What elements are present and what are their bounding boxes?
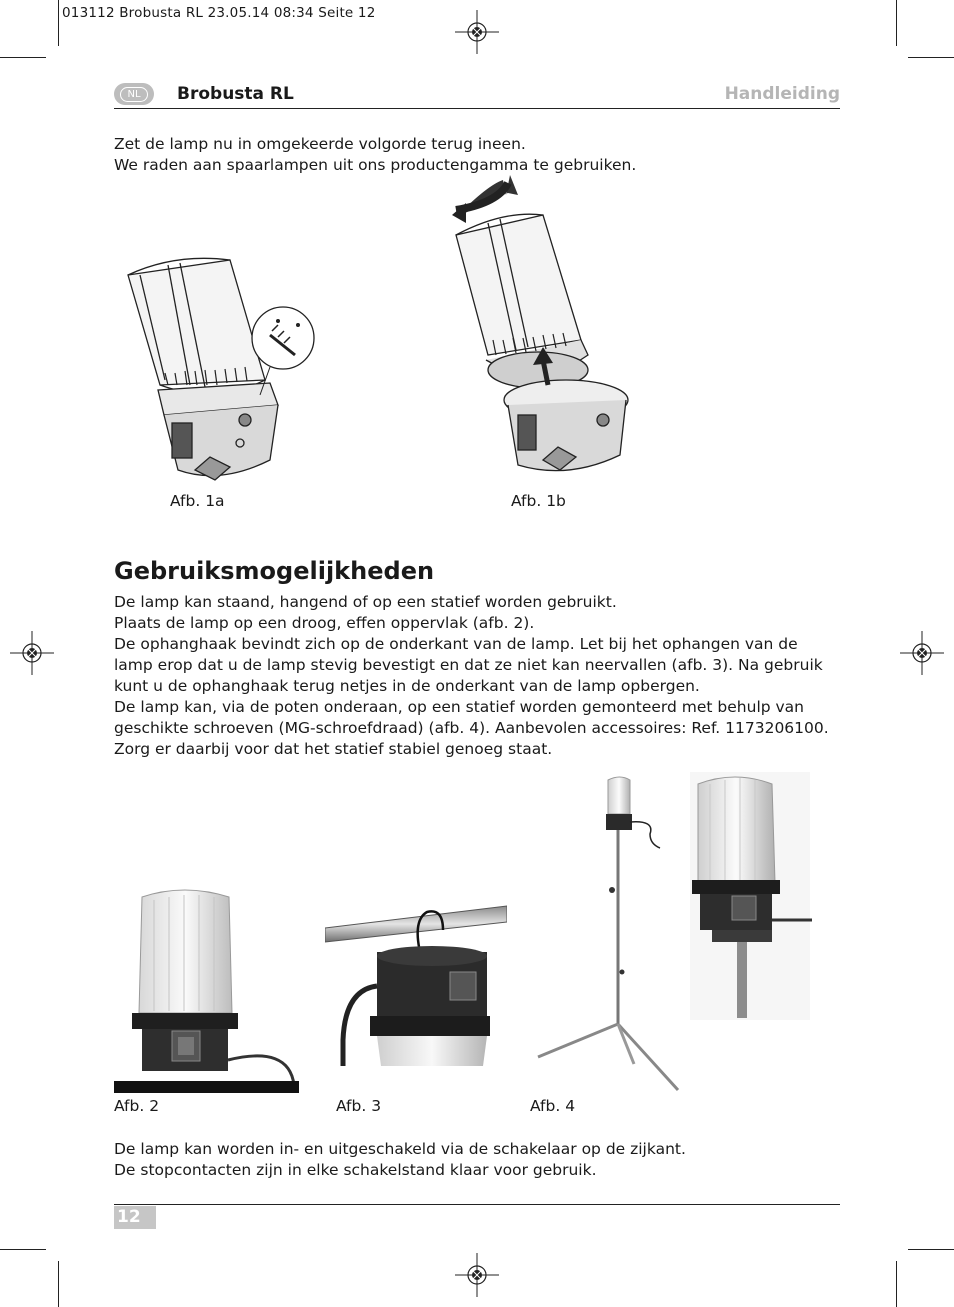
figure-1a-caption: Afb. 1a — [170, 492, 225, 510]
section-label: Handleiding — [724, 84, 840, 104]
language-badge — [114, 83, 154, 105]
crop-mark — [896, 1261, 897, 1307]
footer-rule — [114, 1204, 840, 1205]
intro-line: Zet de lamp nu in omgekeerde volgorde terug ineen. — [114, 135, 526, 153]
crop-mark — [58, 0, 59, 46]
document-title: Brobusta RL — [177, 84, 294, 104]
figure-4-tripod-lamp-photo — [530, 772, 812, 1094]
outro-line: De lamp kan worden in- en uitgeschakeld via de schakelaar op de zijkant. — [114, 1140, 686, 1158]
intro-line: We raden aan spaarlampen uit ons productengamma te gebruiken. — [114, 156, 637, 174]
outro-text — [114, 1139, 854, 1181]
section-heading: Gebruiksmogelijkheden — [114, 557, 435, 585]
intro-text — [114, 134, 854, 176]
registration-mark-icon — [900, 631, 944, 675]
figure-3-caption: Afb. 3 — [336, 1097, 382, 1115]
body-line: kunt u de ophanghaak terug netjes in de onderkant van de lamp opbergen. — [114, 677, 700, 695]
figure-2-caption: Afb. 2 — [114, 1097, 160, 1115]
crop-mark — [0, 57, 46, 58]
body-line: De ophanghaak bevindt zich op de onderkant van de lamp. Let bij het ophangen van de — [114, 635, 798, 653]
body-line: De lamp kan staand, hangend of op een statief worden gebruikt. — [114, 593, 617, 611]
header-rule — [114, 108, 840, 109]
body-line: Plaats de lamp op een droog, effen oppervlak (afb. 2). — [114, 614, 535, 632]
body-line: geschikte schroeven (MG-schroefdraad) (afb. 4). Aanbevolen accessoires: Ref. 1173206100. — [114, 719, 829, 737]
crop-mark — [58, 1261, 59, 1307]
registration-mark-icon — [455, 10, 499, 54]
body-line: lamp erop dat u de lamp stevig bevestigt en dat ze niet kan neervallen (afb. 3). Na gebruik — [114, 656, 823, 674]
figure-3-hanging-lamp-photo — [325, 900, 507, 1066]
figure-1b-caption: Afb. 1b — [511, 492, 566, 510]
language-badge-label: NL — [120, 87, 147, 102]
body-line: Zorg er daarbij voor dat het statief stabiel genoeg staat. — [114, 740, 553, 758]
figure-1b-lamp-reassembly — [448, 175, 638, 495]
printer-slug: 013112 Brobusta RL 23.05.14 08:34 Seite 12 — [62, 5, 376, 21]
section-body — [114, 592, 854, 760]
crop-mark — [0, 1249, 46, 1250]
body-line: De lamp kan, via de poten onderaan, op een statief worden gemonteerd met behulp van — [114, 698, 805, 716]
outro-line: De stopcontacten zijn in elke schakelstand klaar voor gebruik. — [114, 1161, 597, 1179]
crop-mark — [908, 1249, 954, 1250]
registration-mark-icon — [455, 1253, 499, 1297]
figure-1a-lamp-disassembled — [120, 245, 325, 490]
crop-mark — [908, 57, 954, 58]
figure-4-caption: Afb. 4 — [530, 1097, 576, 1115]
crop-mark — [896, 0, 897, 46]
figure-2-standing-lamp-photo — [114, 885, 299, 1093]
registration-mark-icon — [10, 631, 54, 675]
page-number: 12 — [114, 1206, 156, 1229]
